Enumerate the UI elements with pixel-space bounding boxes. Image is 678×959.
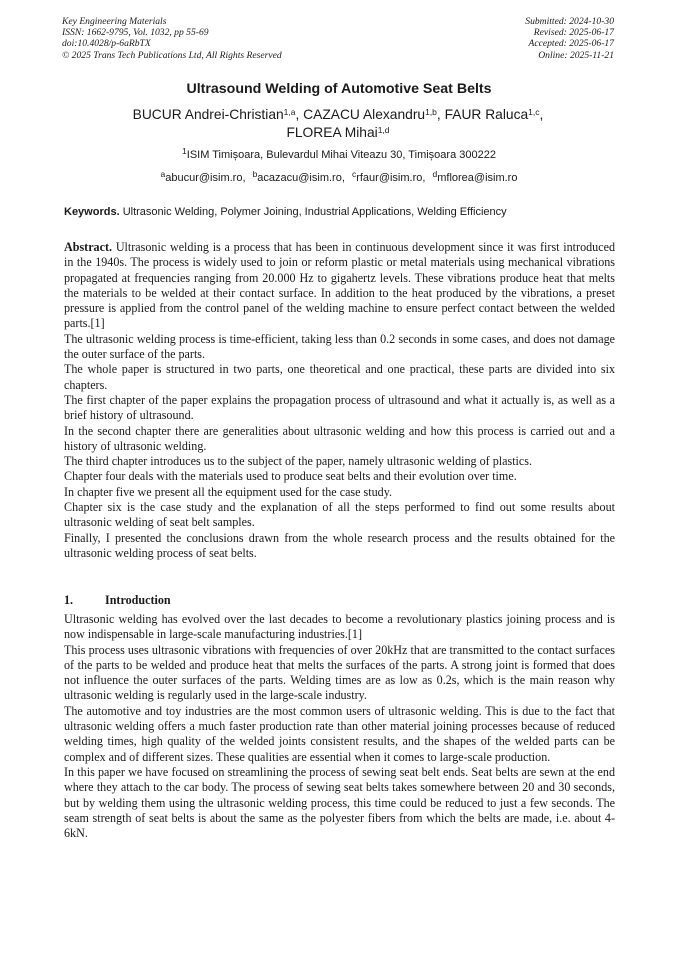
email-link[interactable]: rfaur@isim.ro,	[356, 172, 426, 184]
author-separator: ,	[436, 107, 445, 122]
abstract	[64, 240, 615, 561]
body-paragraph: Ultrasonic welding has evolved over the last decades to become a revolutionary plastics joining process and is now indispensable in large-scale manufacturing industries.[1]	[64, 612, 615, 642]
author-name: BUCUR Andrei-Christian	[132, 107, 284, 122]
doi-link[interactable]: doi:10.4028/p-6aRbTX	[62, 38, 151, 50]
abstract-paragraph: Chapter four deals with the materials used to produce seat belts and their evolution over time.	[64, 469, 517, 484]
author-separator: ,	[295, 107, 304, 122]
author-separator: ,	[539, 107, 544, 122]
body-paragraph: This process uses ultrasonic vibrations with frequencies of over 20kHz that are transmitted to the contact surfaces of the parts to be welded and produce heat that melts the surfaces of the parts. A strong joint is formed that does not influence the outer surfaces of the parts. Welding times are as low as 0.2s, which is the main reason why ultrasonic welding is regularly used in the large-scale industry.	[64, 642, 615, 703]
copyright-line: © 2025 Trans Tech Publications Ltd, All Rights Reserved	[62, 49, 282, 61]
author-affiliation-mark: 1,b	[425, 107, 437, 117]
email-mark: c	[351, 169, 357, 179]
section-number: 1.	[64, 593, 74, 607]
dates-header	[525, 16, 614, 61]
journal-info-header	[62, 16, 282, 61]
submitted-date: Submitted: 2024-10-30	[525, 16, 614, 27]
abstract-paragraph	[64, 240, 615, 332]
keywords-text: Ultrasonic Welding, Polymer Joining, Industrial Applications, Welding Efficiency	[122, 206, 507, 218]
abstract-label: Abstract.	[64, 240, 113, 254]
section-heading-introduction	[64, 593, 171, 608]
email-mark: d	[432, 169, 438, 179]
email-mark: b	[252, 169, 258, 179]
affiliation-text: ISIM Timișoara, Bulevardul Mihai Viteazu 30, Timișoara 300222	[186, 149, 496, 161]
abstract-paragraph: The whole paper is structured in two parts, one theoretical and one practical, these parts are divided into six chapters.	[64, 362, 615, 392]
abstract-paragraph: Chapter six is the case study and the explanation of all the steps performed to find out some results about ultrasonic welding of seat belt samples.	[64, 500, 615, 530]
email-mark: a	[160, 169, 166, 179]
author-emails	[0, 169, 678, 184]
journal-issn: ISSN: 1662-9795, Vol. 1032, pp 55-69	[62, 27, 209, 39]
author-affiliation-mark: 1,a	[283, 107, 296, 117]
introduction-body	[64, 612, 615, 841]
journal-name: Key Engineering Materials	[62, 16, 167, 27]
affiliation-mark: 1	[182, 146, 187, 156]
abstract-paragraph: The third chapter introduces us to the subject of the paper, namely ultrasonic welding of plastics.	[64, 454, 533, 469]
keywords-label: Keywords.	[64, 206, 120, 218]
author-name: FLOREA Mihai	[286, 125, 378, 141]
revised-date: Revised: 2025-06-17	[533, 27, 614, 39]
email-link[interactable]: mflorea@isim.ro	[437, 172, 518, 184]
author-name: CAZACU Alexandru	[303, 107, 426, 122]
body-paragraph: In this paper we have focused on streamlining the process of sewing seat belt ends. Seat belts are sewn at the end where they attach to the car body. The process of sewing seat belts takes somewhere between 20 and 30 seconds, but by welding them using the ultrasonic welding process, this time could be reduced to just a few seconds. The seam strength of seat belts is about the same as the polyester fibers from which the belts are made, i.e. about 4-6kN.	[64, 764, 615, 841]
abstract-text: Ultrasonic welding is a process that has been in continuous development since it was first introduced in the 1940s. The process is widely used to join or reform plastic or metal materials using mechanical vibrations propagated at frequencies ranging from 20.000 Hz to gigahertz levels. These vibrations produce heat that melts the materials to be welded at their contact surface. In addition to the heat produced by the vibrations, a preset pressure is applied from the control panel of the welding machine to ensure perfect contact between the welded parts.[1]	[64, 240, 615, 331]
author-affiliation-mark: 1,d	[377, 125, 390, 136]
section-title: Introduction	[105, 593, 171, 607]
abstract-paragraph: The first chapter of the paper explains the propagation process of ultrasound and what it actually is, as well as a brief history of ultrasound.	[64, 392, 615, 423]
author-list	[62, 106, 614, 143]
online-date: Online: 2025-11-21	[538, 49, 614, 61]
author-affiliation-mark: 1,c	[528, 107, 540, 117]
email-link[interactable]: abucur@isim.ro,	[165, 172, 246, 184]
keywords	[64, 206, 616, 218]
accepted-date: Accepted: 2025-06-17	[528, 38, 614, 50]
email-link[interactable]: acazacu@isim.ro,	[257, 172, 345, 184]
author-name: FAUR Raluca	[444, 107, 529, 122]
abstract-paragraph: The ultrasonic welding process is time-efficient, taking less than 0.2 seconds in some cases, and does not damage the outer surface of the parts.	[64, 331, 615, 362]
paper-title: Ultrasound Welding of Automotive Seat Belts	[186, 81, 492, 97]
abstract-paragraph: Finally, I presented the conclusions drawn from the whole research process and the results obtained for the ultrasonic welding process of seat belts.	[64, 530, 615, 560]
body-paragraph: The automotive and toy industries are the most common users of ultrasonic welding. This is due to the fact that ultrasonic welding offers a much faster production rate than other material joining processes because of reduced welding times, high quality of the welded joints consistent results, and the shapes of the welded parts can be complex and of different sizes. These qualities are essential when it comes to large-scale production.	[64, 703, 615, 764]
affiliation	[0, 146, 678, 161]
abstract-paragraph: In the second chapter there are generalities about ultrasonic welding and how this process is carried out and a history of ultrasonic welding.	[64, 423, 615, 453]
abstract-paragraph: In chapter five we present all the equipment used for the case study.	[64, 484, 392, 499]
